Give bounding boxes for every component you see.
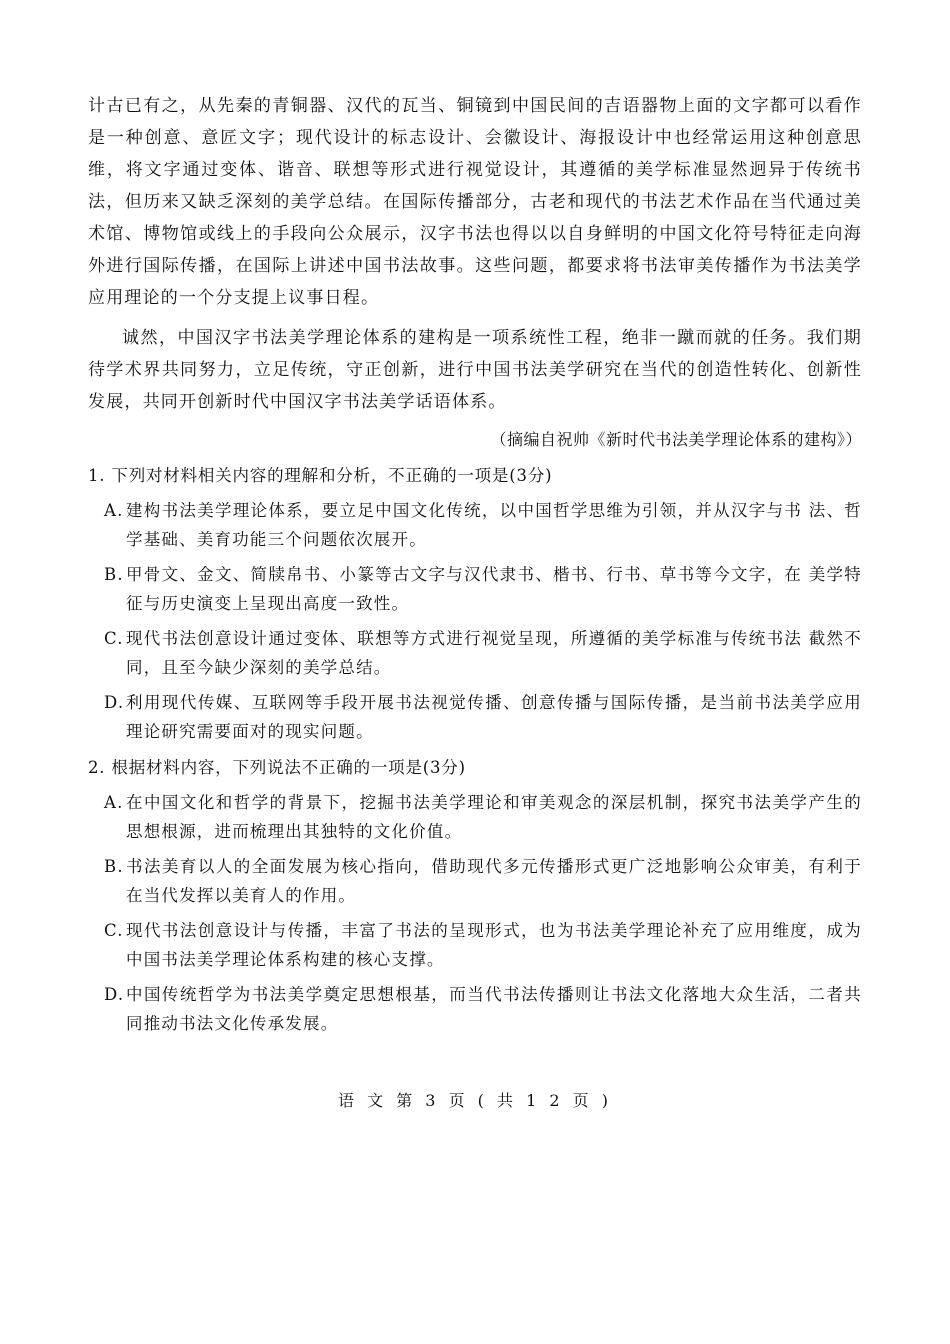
option-a <box>104 788 862 846</box>
option-text: 现代书法创意设计通过变体、联想等方式进行视觉呈现，所遵循的美学标准与传统书法 截然不同，且至今缺少深刻的美学总结。 <box>126 629 862 677</box>
page-footer: 语 文 第 3 页 ( 共 1 2 页 ) <box>338 1091 612 1110</box>
option-key: B. <box>104 857 124 876</box>
source-citation: （摘编自祝帅《新时代书法美学理论体系的建构》） <box>490 430 862 449</box>
option-text: 书法美育以人的全面发展为核心指向，借助现代多元传播形式更广泛地影响公众审美，有利于在当代发挥以美育人的作用。 <box>126 857 862 905</box>
option-d <box>104 980 862 1038</box>
option-b <box>104 560 862 618</box>
option-key: A. <box>104 793 124 812</box>
option-key: D. <box>104 693 125 712</box>
option-key: C. <box>104 629 124 648</box>
option-b <box>104 852 862 910</box>
question-2 <box>88 752 862 1038</box>
option-a <box>104 496 862 554</box>
option-key: B. <box>104 565 124 584</box>
option-key: A. <box>104 501 124 520</box>
option-text: 甲骨文、金文、简牍帛书、小篆等古文字与汉代隶书、楷书、行书、草书等今文字，在 美学特征与历史演变上呈现出高度一致性。 <box>126 565 862 613</box>
option-text: 建构书法美学理论体系，要立足中国文化传统，以中国哲学思维为引领，并从汉字与书 法、哲学基础、美育功能三个问题依次展开。 <box>126 501 862 549</box>
option-text: 中国传统哲学为书法美学奠定思想根基，而当代书法传播则让书法文化落地大众生活，二者共同推动书法文化传承发展。 <box>126 985 862 1033</box>
exam-page-content <box>88 90 862 1044</box>
option-text: 现代书法创意设计与传播，丰富了书法的呈现形式，也为书法美学理论补充了应用维度，成为中国书法美学理论体系构建的核心支撑。 <box>126 921 862 969</box>
question-1 <box>88 460 862 746</box>
option-list <box>88 788 862 1038</box>
question-stem: 1. 下列对材料相关内容的理解和分析，不正确的一项是(3分) <box>88 466 553 485</box>
option-text: 在中国文化和哲学的背景下，挖掘书法美学理论和审美观念的深层机制，探究书法美学产生的思想根源，进而梳理出其独特的文化价值。 <box>126 793 862 841</box>
option-c <box>104 624 862 682</box>
option-key: C. <box>104 921 124 940</box>
option-text: 利用现代传媒、互联网等手段开展书法视觉传播、创意传播与国际传播，是当前书法美学应用理论研究需要面对的现实问题。 <box>126 693 862 741</box>
option-d <box>104 688 862 746</box>
question-stem: 2. 根据材料内容，下列说法不正确的一项是(3分) <box>88 758 466 777</box>
continuation-paragraph: 计古已有之，从先秦的青铜器、汉代的瓦当、铜镜到中国民间的吉语器物上面的文字都可以看作是一种创意、意匠文字；现代设计的标志设计、会徽设计、海报设计中也经常运用这种创意思维，将文字通过变体、谐音、联想等形式进行视觉设计，其遵循的美学标准显然迥异于传统书法，但历来又缺乏深刻的美学总结。在国际传播部分，古老和现代的书法艺术作品在当代通过美术馆、博物馆或线上的手段向公众展示，汉字书法也得以以自身鲜明的中国文化符号特征走向海外进行国际传播，在国际上讲述中国书法故事。这些问题，都要求将书法审美传播作为书法美学应用理论的一个分支提上议事日程。 <box>88 96 862 308</box>
option-list <box>88 496 862 746</box>
option-c <box>104 916 862 974</box>
closing-paragraph: 诚然，中国汉字书法美学理论体系的建构是一项系统性工程，绝非一蹴而就的任务。我们期待学术界共同努力，立足传统，守正创新，进行中国书法美学研究在当代的创造性转化、创新性发展，共同开创新时代中国汉字书法美学话语体系。 <box>88 328 862 412</box>
option-key: D. <box>104 985 125 1004</box>
